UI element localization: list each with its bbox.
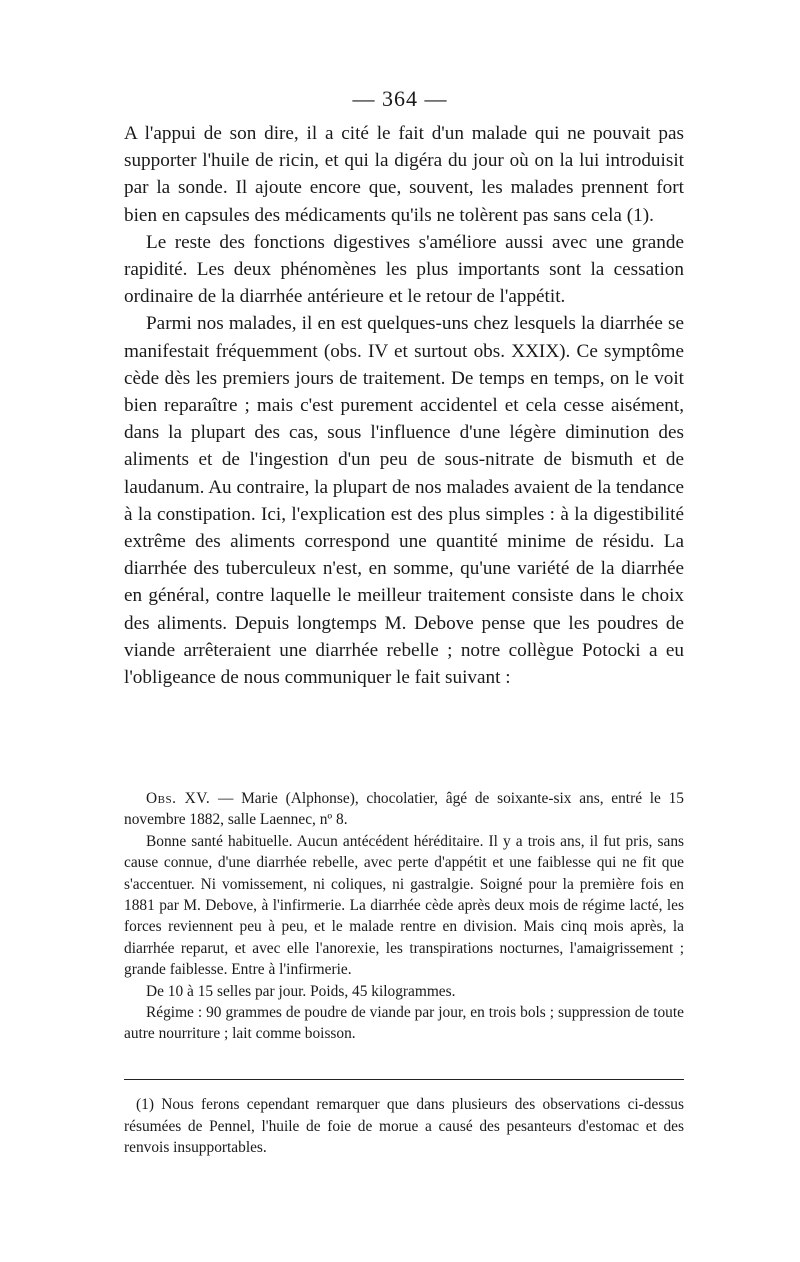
paragraph-2: Le reste des fonctions digestives s'améliore aussi avec une grande rapidité. Les deux phénomènes les plus importants sont la cessation ordinaire de la diarrhée antérieure et le retour de l'appétit.	[124, 231, 684, 308]
footnote-text: (1) Nous ferons cependant remarquer que dans plusieurs des observations ci-dessus résumées de Pennel, l'huile de foie de morue a causé des pesanteurs d'estomac et des renvois insupportables.	[124, 1096, 684, 1157]
page-number: — 364 —	[352, 86, 448, 111]
main-text	[124, 120, 684, 691]
observation-header	[124, 788, 684, 831]
observation-paragraph-1: Bonne santé habituelle. Aucun antécédent héréditaire. Il y a trois ans, il fut pris, sans cause connue, d'une diarrhée rebelle, avec perte d'appétit et une faiblesse qui ne fit que s'accentuer. Ni vomissement, ni coliques, ni gastralgie. Soigné pour la première fois en 1881 par M. Debove, à l'infirmerie. La diarrhée cède après deux mois de régime lacté, les forces reviennent peu à peu, et le malade rentre en division. Mais cinq mois après, la diarrhée reparut, et avec elle l'anorexie, les transpirations nocturnes, l'amaigrissement ; grande faiblesse. Entre à l'infirmerie.	[124, 832, 684, 979]
observation-intro: — Marie (Alphonse), chocolatier, âgé de soixante-six ans, entré le 15 novembre 1882, salle Laennec, nº 8.	[124, 790, 685, 829]
observation-paragraph-2: De 10 à 15 selles par jour. Poids, 45 kilogrammes.	[146, 982, 456, 1000]
observation-block	[124, 788, 684, 1045]
observation-label: Obs. XV.	[146, 790, 211, 807]
paragraph-1: A l'appui de son dire, il a cité le fait d'un malade qui ne pouvait pas supporter l'huile de ricin, et qui la digéra du jour où on la lui introduisit par la sonde. Il ajoute encore que, souvent, les malades prennent fort bien en capsules des médicaments qu'ils ne tolèrent pas sans cela (1).	[124, 123, 684, 226]
footnote	[124, 1094, 684, 1159]
observation-paragraph-3: Régime : 90 grammes de poudre de viande par jour, en trois bols ; suppression de toute autre nourriture ; lait comme boisson.	[124, 1004, 684, 1043]
paragraph-3: Parmi nos malades, il en est quelques-uns chez lesquels la diarrhée se manifestait fréquemment (obs. IV et surtout obs. XXIX). Ce symptôme cède dès les premiers jours de traitement. De temps en temps, on le voit bien reparaître ; mais c'est purement accidentel et cela cesse aisément, dans la plupart des cas, sous l'influence d'une légère diminution des aliments et de l'ingestion d'un peu de sous-nitrate de bismuth et de laudanum. Au contraire, la plupart de nos malades avaient de la tendance à la constipation. Ici, l'explication est des plus simples : à la digestibilité extrême des aliments correspond une quantité minime de résidu. La diarrhée des tuberculeux n'est, en somme, qu'une variété de la diarrhée en général, contre laquelle le meilleur traitement consiste dans le choix des aliments. Depuis longtemps M. Debove pense que les poudres de viande arrêteraient une diarrhée rebelle ; notre collègue Potocki a eu l'obligeance de nous communiquer le fait suivant :	[124, 313, 684, 689]
footnote-separator	[124, 1079, 684, 1080]
